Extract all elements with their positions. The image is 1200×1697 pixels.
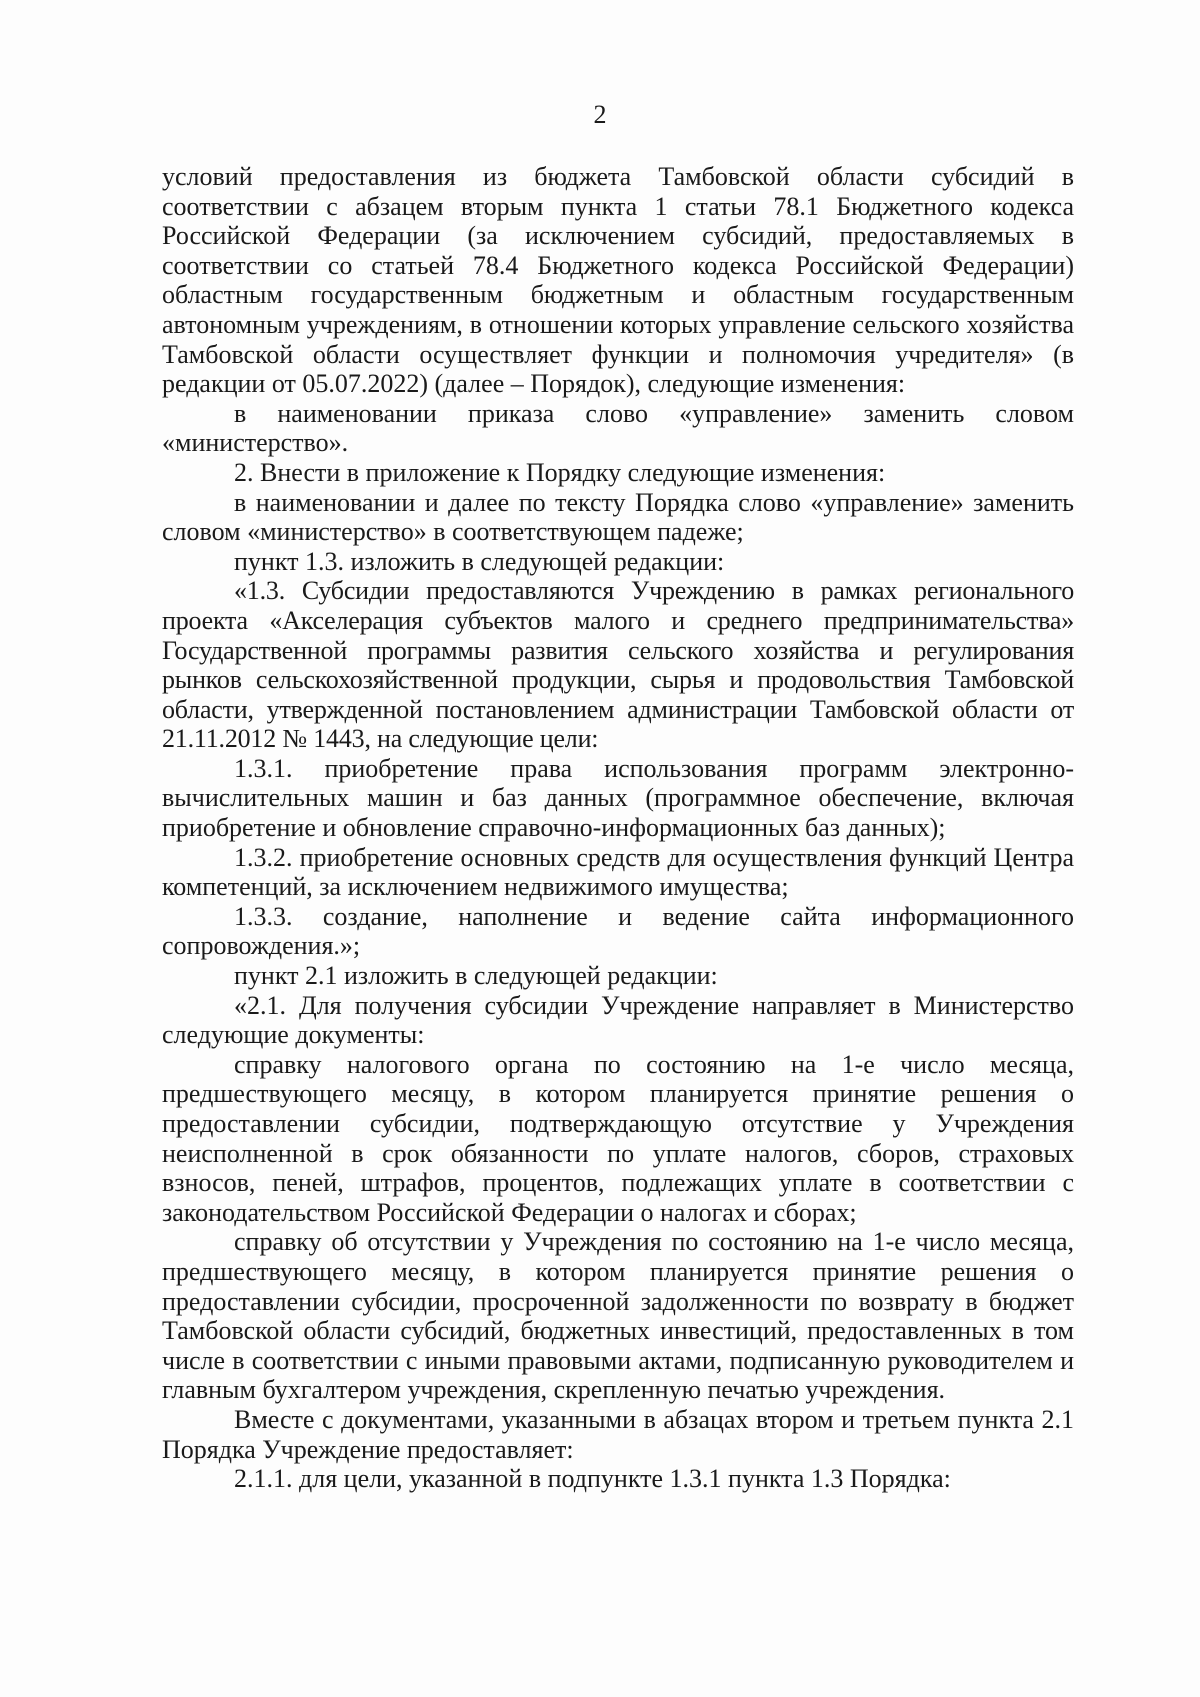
paragraph-2: в наименовании приказа слово «управление» заменить словом «министерство». xyxy=(162,398,1074,458)
paragraph-3: 2. Внести в приложение к Порядку следующие изменения: xyxy=(234,457,886,487)
paragraph-6: «1.3. Субсидии предоставляются Учреждению в рамках регионального проекта «Акселерация субъектов малого и среднего предпринимательства» Государственной программы развития сельского хозяйства и регулирования рынков сельскохозяйственной продукции, сырья и продовольствия Тамбовской области, утвержденной постановлением администрации Тамбовской области от 21.11.2012 № 1443, на следующие цели: xyxy=(162,576,1074,754)
paragraph-5: пункт 1.3. изложить в следующей редакции: xyxy=(234,546,725,576)
paragraph-9: 1.3.3. создание, наполнение и ведение сайта информационного сопровождения.»; xyxy=(162,901,1074,961)
paragraph-11: «2.1. Для получения субсидии Учреждение направляет в Министерство следующие документы: xyxy=(162,990,1074,1050)
document-body xyxy=(162,162,1074,1494)
paragraph-15: 2.1.1. для цели, указанной в подпункте 1.3.1 пункта 1.3 Порядка: xyxy=(234,1464,951,1494)
page-number: 2 xyxy=(593,100,607,129)
paragraph-10: пункт 2.1 изложить в следующей редакции: xyxy=(234,961,718,991)
paragraph-1: условий предоставления из бюджета Тамбовской области субсидий в соответствии с абзацем вторым пункта 1 статьи 78.1 Бюджетного кодекса Российской Федерации (за исключением субсидий, предоставляемых в соответствии со статьей 78.4 Бюджетного кодекса Российской Федерации) областным государственным бюджетным и областным государственным автономным учреждениям, в отношении которых управление сельского хозяйства Тамбовской области осуществляет функции и полномочия учредителя» (в редакции от 05.07.2022) (далее – Порядок), следующие изменения: xyxy=(162,162,1074,399)
paragraph-12: справку налогового органа по состоянию на 1-е число месяца, предшествующего месяцу, в котором планируется принятие решения о предоставлении субсидии, подтверждающую отсутствие у Учреждения неисполненной в срок обязанности по уплате налогов, сборов, страховых взносов, пеней, штрафов, процентов, подлежащих уплате в соответствии с законодательством Российской Федерации о налогах и сборах; xyxy=(162,1049,1074,1227)
paragraph-14: Вместе с документами, указанными в абзацах втором и третьем пункта 2.1 Порядка Учреждение предоставляет: xyxy=(162,1404,1074,1464)
paragraph-4: в наименовании и далее по тексту Порядка слово «управление» заменить словом «министерство» в соответствующем падеже; xyxy=(162,487,1074,547)
paragraph-7: 1.3.1. приобретение права использования программ электронно-вычислительных машин и баз данных (программное обеспечение, включая приобретение и обновление справочно-информационных баз данных); xyxy=(162,753,1074,843)
paragraph-13: справку об отсутствии у Учреждения по состоянию на 1-е число месяца, предшествующего месяцу, в котором планируется принятие решения о предоставлении субсидии, просроченной задолженности по возврату в бюджет Тамбовской области субсидий, бюджетных инвестиций, предоставленных в том числе в соответствии с иными правовыми актами, подписанную руководителем и главным бухгалтером учреждения, скрепленную печатью учреждения. xyxy=(162,1227,1074,1405)
paragraph-8: 1.3.2. приобретение основных средств для осуществления функций Центра компетенций, за исключением недвижимого имущества; xyxy=(162,842,1074,902)
